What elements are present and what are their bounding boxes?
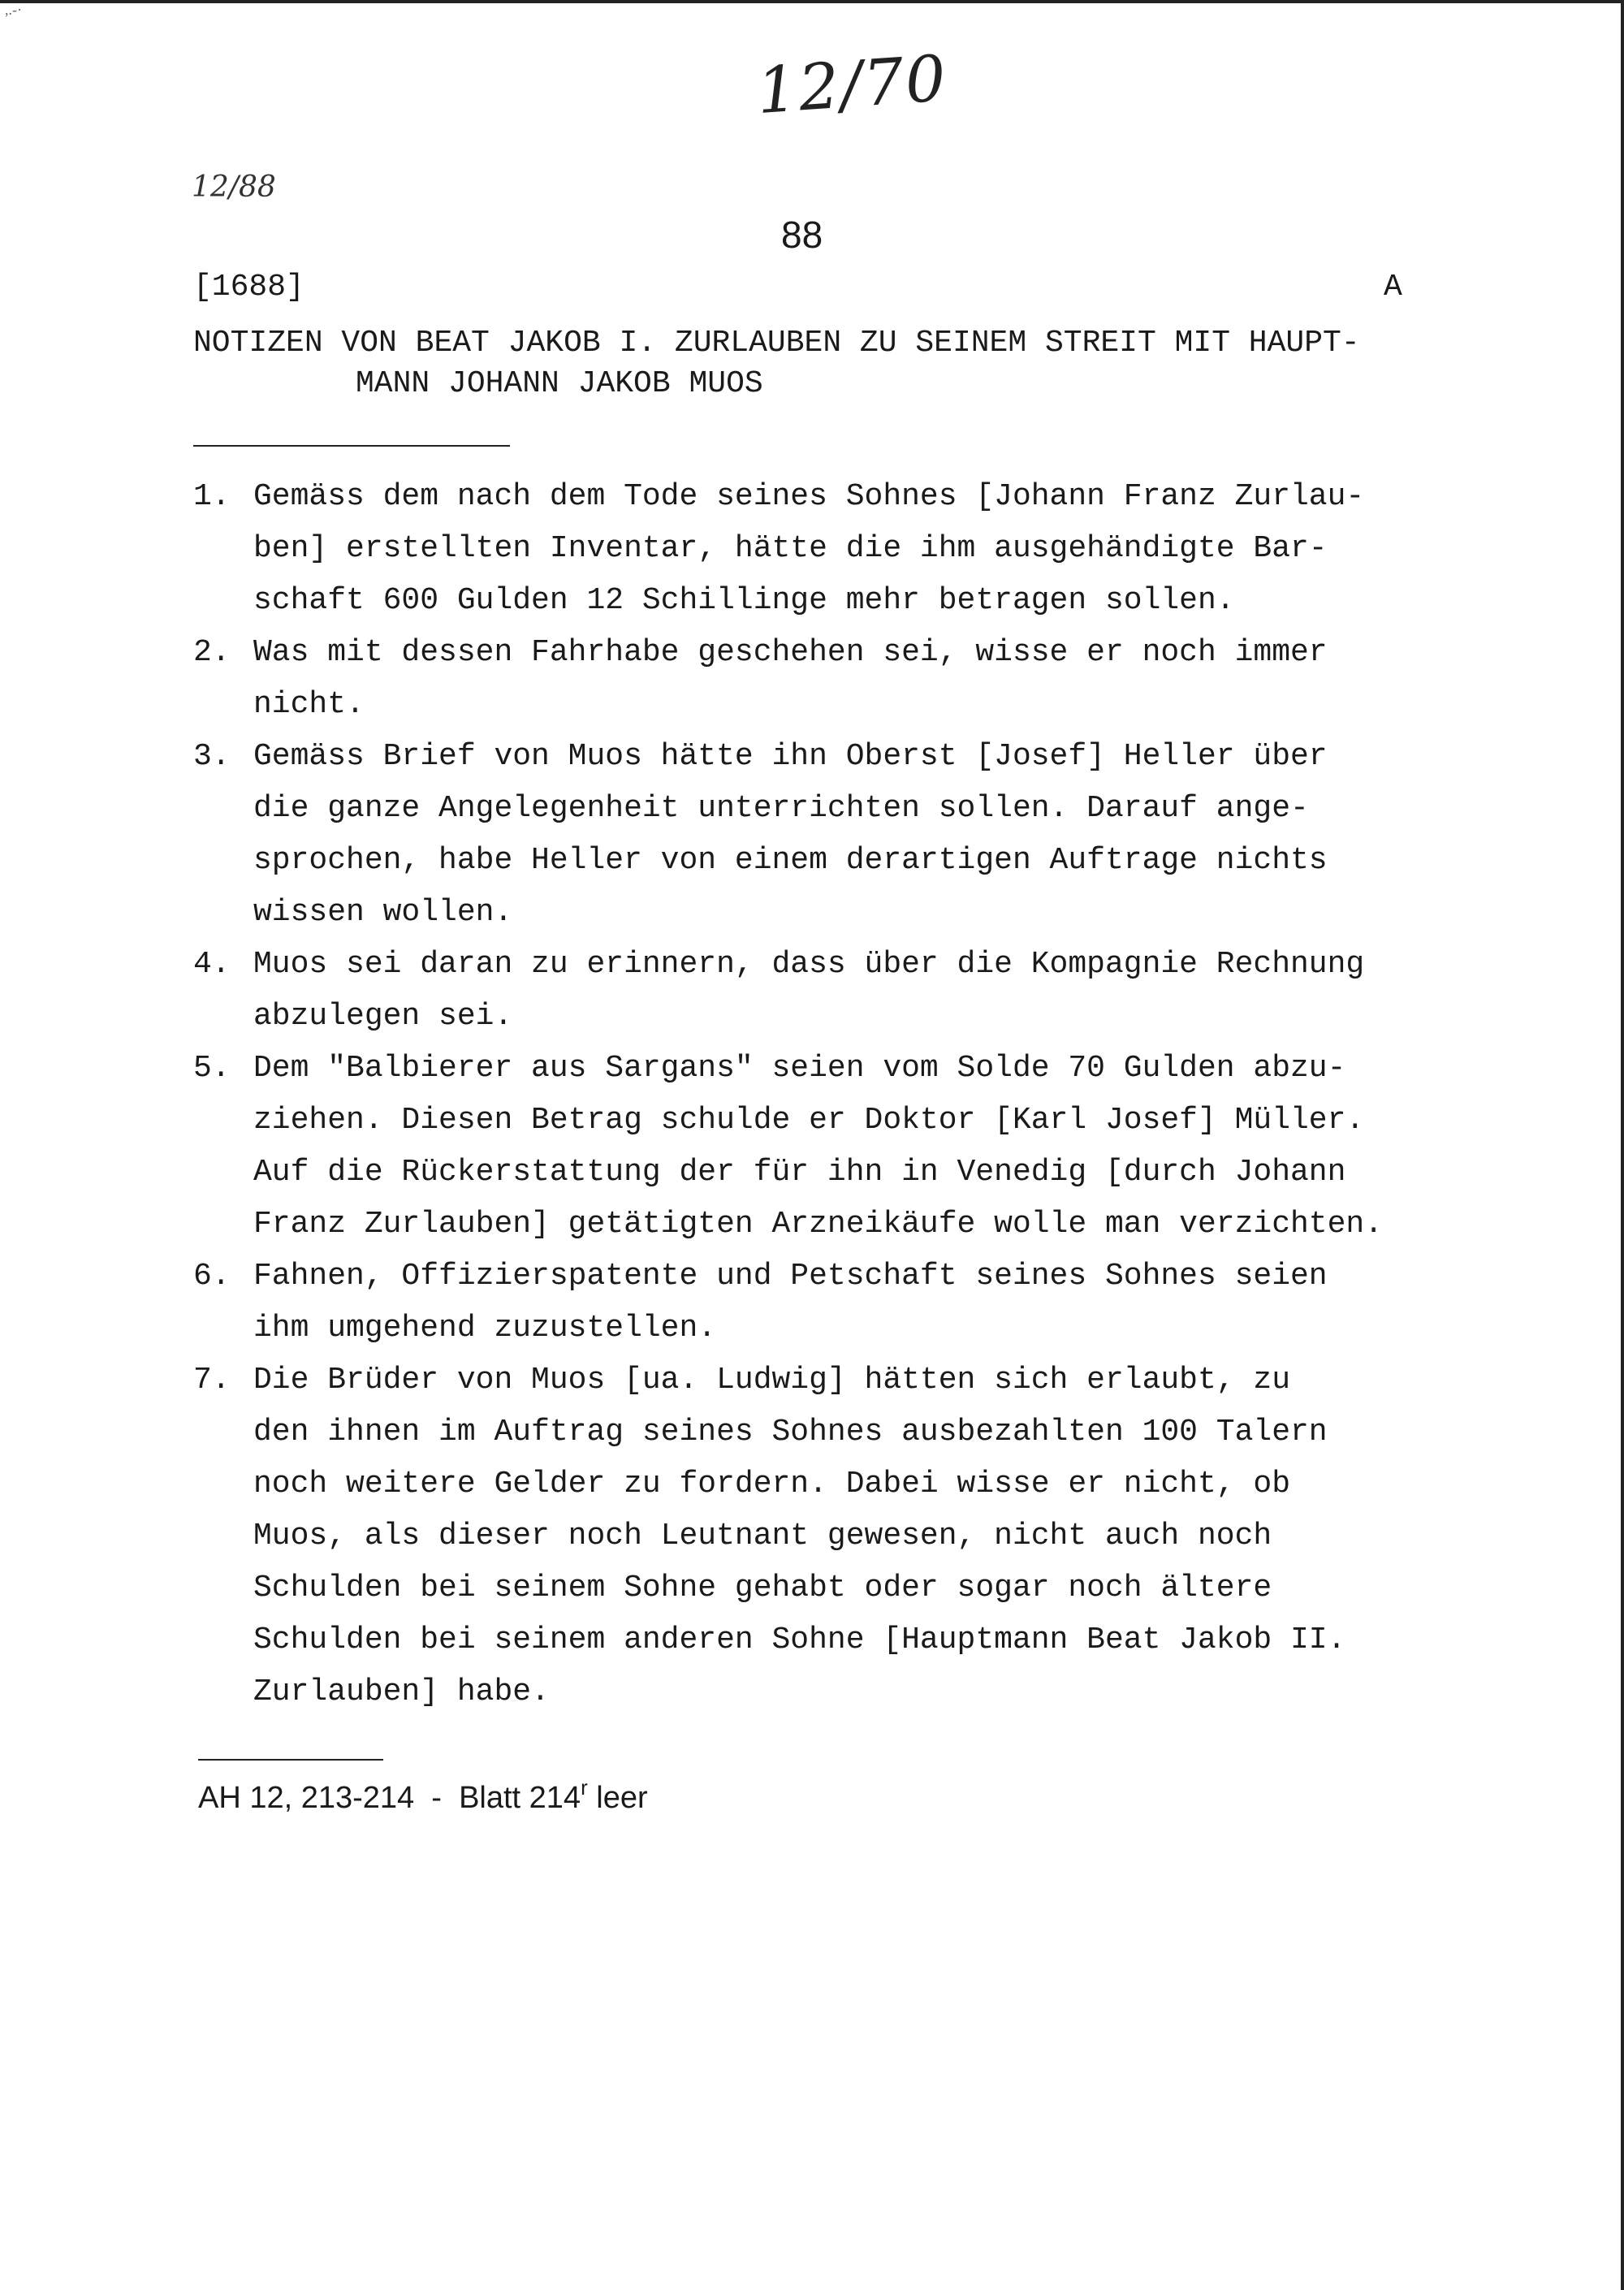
list-item-line: ihm umgehend zuzustellen.: [253, 1311, 717, 1346]
list-item-line: Schulden bei seinem anderen Sohne [Hauptmann Beat Jakob II.: [253, 1622, 1346, 1657]
list-item-line: Die Brüder von Muos [ua. Ludwig] hätten sich erlaubt, zu: [253, 1363, 1291, 1398]
list-item: [193, 627, 1460, 731]
list-item-line: Franz Zurlauben] getätigten Arzneikäufe wolle man verzichten.: [253, 1207, 1384, 1242]
list-item-line: ziehen. Diesen Betrag schulde er Doktor [Karl Josef] Müller.: [253, 1103, 1365, 1138]
list-item-line: Dem "Balbierer aus Sargans" seien vom Solde 70 Gulden abzu-: [253, 1051, 1346, 1086]
scan-border-top: [0, 0, 1624, 3]
title-line-1: NOTIZEN VON BEAT JAKOB I. ZURLAUBEN ZU SEINEM STREIT MIT HAUPT-: [193, 326, 1360, 361]
list-item-number: 1.: [193, 479, 231, 514]
list-item-line: Gemäss dem nach dem Tode seines Sohnes [Johann Franz Zurlau-: [253, 479, 1365, 514]
list-item-line: Auf die Rückerstattung der für ihn in Venedig [durch Johann: [253, 1155, 1346, 1190]
footnote-text: AH 12, 213-214 - Blatt 214: [198, 1781, 581, 1815]
document-letter: A: [1384, 270, 1402, 305]
document-title: [193, 323, 1360, 404]
list-item-line: Muos, als dieser noch Leutnant gewesen, nicht auch noch: [253, 1519, 1272, 1553]
list-item: [193, 939, 1460, 1043]
list-item-line: ben] erstellten Inventar, hätte die ihm ausgehändigte Bar-: [253, 531, 1328, 566]
list-item-number: 4.: [193, 947, 231, 982]
footnote-divider: [198, 1759, 383, 1761]
list-item-line: den ihnen im Auftrag seines Sohnes ausbezahlten 100 Talern: [253, 1415, 1328, 1450]
title-divider: [193, 445, 510, 447]
list-item-line: schaft 600 Gulden 12 Schillinge mehr betragen sollen.: [253, 583, 1235, 618]
list-item-line: wissen wollen.: [253, 895, 513, 930]
list-item-number: 7.: [193, 1363, 231, 1398]
list-item-line: Muos sei daran zu erinnern, dass über die Kompagnie Rechnung: [253, 947, 1365, 982]
handwritten-archive-number: 12/70: [754, 41, 950, 129]
page-number: 88: [781, 214, 823, 256]
list-item-number: 2.: [193, 635, 231, 670]
scan-border-right: [1621, 0, 1624, 2290]
list-item-line: Schulden bei seinem Sohne gehabt oder sogar noch ältere: [253, 1571, 1272, 1605]
archive-footnote: [198, 1775, 648, 1816]
list-item-line: Gemäss Brief von Muos hätte ihn Oberst [Josef] Heller über: [253, 739, 1328, 774]
list-item-number: 6.: [193, 1259, 231, 1294]
list-item: [193, 1251, 1460, 1355]
document-date: [1688]: [193, 270, 304, 305]
list-item-line: die ganze Angelegenheit unterrichten sollen. Darauf ange-: [253, 791, 1309, 826]
footnote-suffix: leer: [587, 1781, 648, 1815]
list-item-line: sprochen, habe Heller von einem derartigen Auftrage nichts: [253, 843, 1328, 878]
list-item: [193, 1355, 1460, 1718]
list-item-line: nicht.: [253, 687, 365, 722]
footnote-superscript: r: [581, 1775, 588, 1800]
numbered-list: [193, 471, 1460, 1718]
list-item: [193, 471, 1460, 627]
corner-mark: ,.-·: [5, 2, 22, 18]
list-item-line: noch weitere Gelder zu fordern. Dabei wisse er nicht, ob: [253, 1467, 1291, 1501]
title-line-2: MANN JOHANN JAKOB MUOS: [356, 366, 763, 401]
list-item-line: Was mit dessen Fahrhabe geschehen sei, wisse er noch immer: [253, 635, 1328, 670]
list-item: [193, 731, 1460, 939]
handwritten-reference: 12/88: [192, 171, 276, 204]
list-item-number: 3.: [193, 739, 231, 774]
list-item-number: 5.: [193, 1051, 231, 1086]
list-item: [193, 1043, 1460, 1251]
list-item-line: abzulegen sei.: [253, 999, 513, 1034]
list-item-line: Zurlauben] habe.: [253, 1674, 550, 1709]
list-item-line: Fahnen, Offizierspatente und Petschaft seines Sohnes seien: [253, 1259, 1328, 1294]
